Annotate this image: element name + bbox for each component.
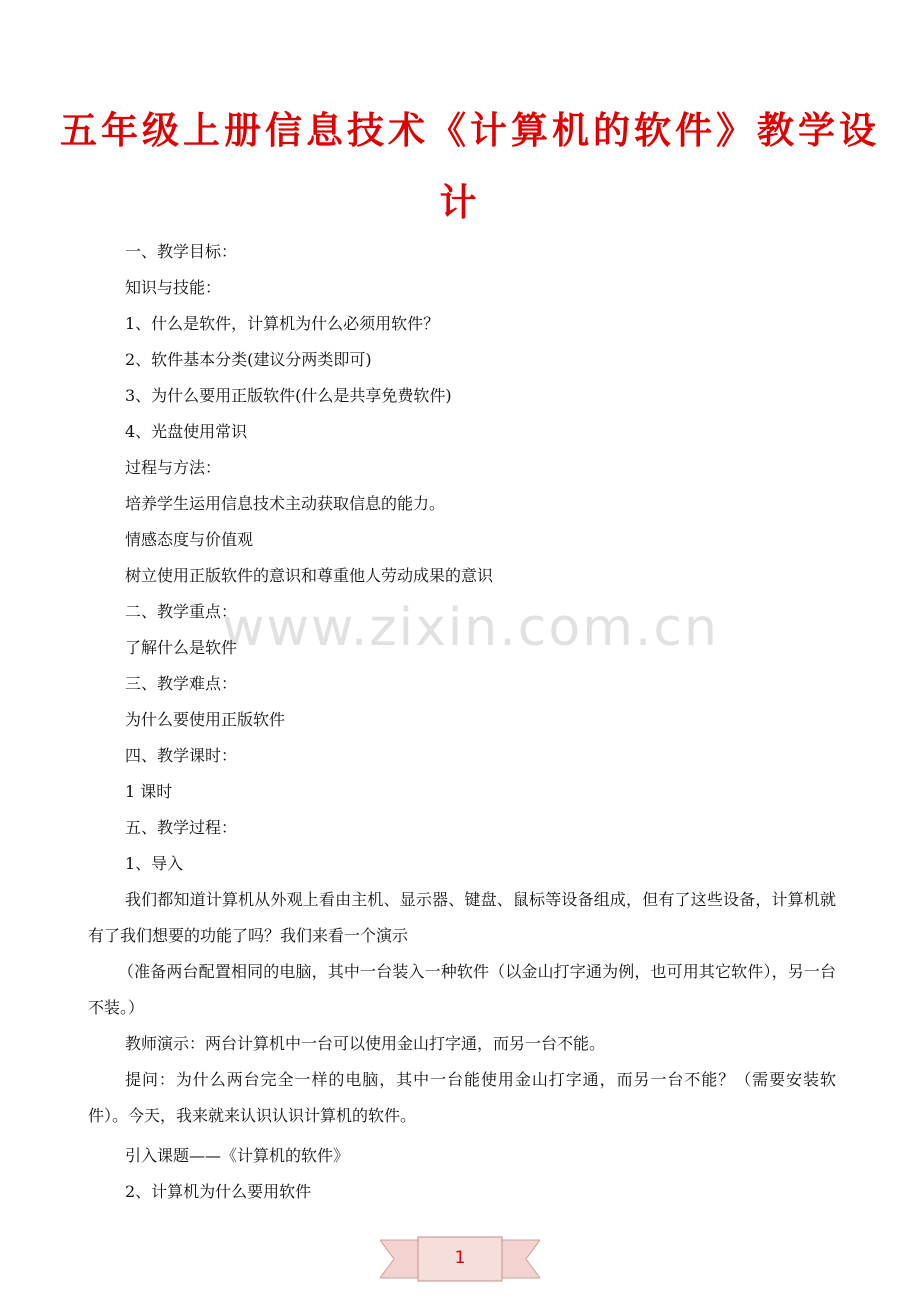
body-text: 了解什么是软件 [125,638,238,657]
section-heading-objectives: 一、教学目标： [125,242,238,261]
subheading-attitudes-values: 情感态度与价值观 [125,530,254,549]
body-text: 1 课时 [125,782,173,801]
body-text: 培养学生运用信息技术主动获取信息的能力。 [125,494,446,513]
list-item: 1、什么是软件，计算机为什么必须用软件？ [125,314,440,333]
body-paragraph: 提问：为什么两台完全一样的电脑，其中一台能使用金山打字通，而另一台不能？（需要安装软件）。今天，我来就来认识认识计算机的软件。 [88,1070,836,1125]
document-title-line-1: 五年级上册信息技术《计算机的软件》教学设 [60,109,880,152]
section-heading-class-hours: 四、教学课时： [125,746,238,765]
list-item: 4、光盘使用常识 [125,422,248,441]
body-text: 为什么要使用正版软件 [125,710,286,729]
list-item: 2、软件基本分类(建议分两类即可) [125,350,372,369]
body-paragraph: 我们都知道计算机从外观上看由主机、显示器、键盘、鼠标等设备组成，但有了这些设备，计算机就有了我们想要的功能了吗？我们来看一个演示 [88,890,836,945]
list-item: 3、为什么要用正版软件(什么是共享免费软件) [125,386,452,405]
body-paragraph: 教师演示：两台计算机中一台可以使用金山打字通，而另一台不能。 [125,1034,606,1053]
section-heading-key-points: 二、教学重点： [125,602,238,621]
body-text: 树立使用正版软件的意识和尊重他人劳动成果的意识 [125,566,494,585]
list-item: 2、计算机为什么要用软件 [125,1182,312,1201]
body-paragraph: （准备两台配置相同的电脑，其中一台装入一种软件（以金山打字通为例，也可用其它软件），另一台不装。） [88,962,836,1017]
page-number: 1 [454,1248,466,1268]
page-number-ribbon [380,1236,540,1282]
subheading-knowledge-skills: 知识与技能： [125,278,222,297]
watermark: www.zixin.com.cn [222,598,719,658]
section-heading-process: 五、教学过程： [125,818,238,837]
section-heading-difficulties: 三、教学难点： [125,674,238,693]
body-text: 引入课题——《计算机的软件》 [125,1146,350,1165]
subheading-process-methods: 过程与方法： [125,458,222,477]
list-item: 1、导入 [125,854,184,873]
document-title-line-2: 计 [439,181,481,224]
